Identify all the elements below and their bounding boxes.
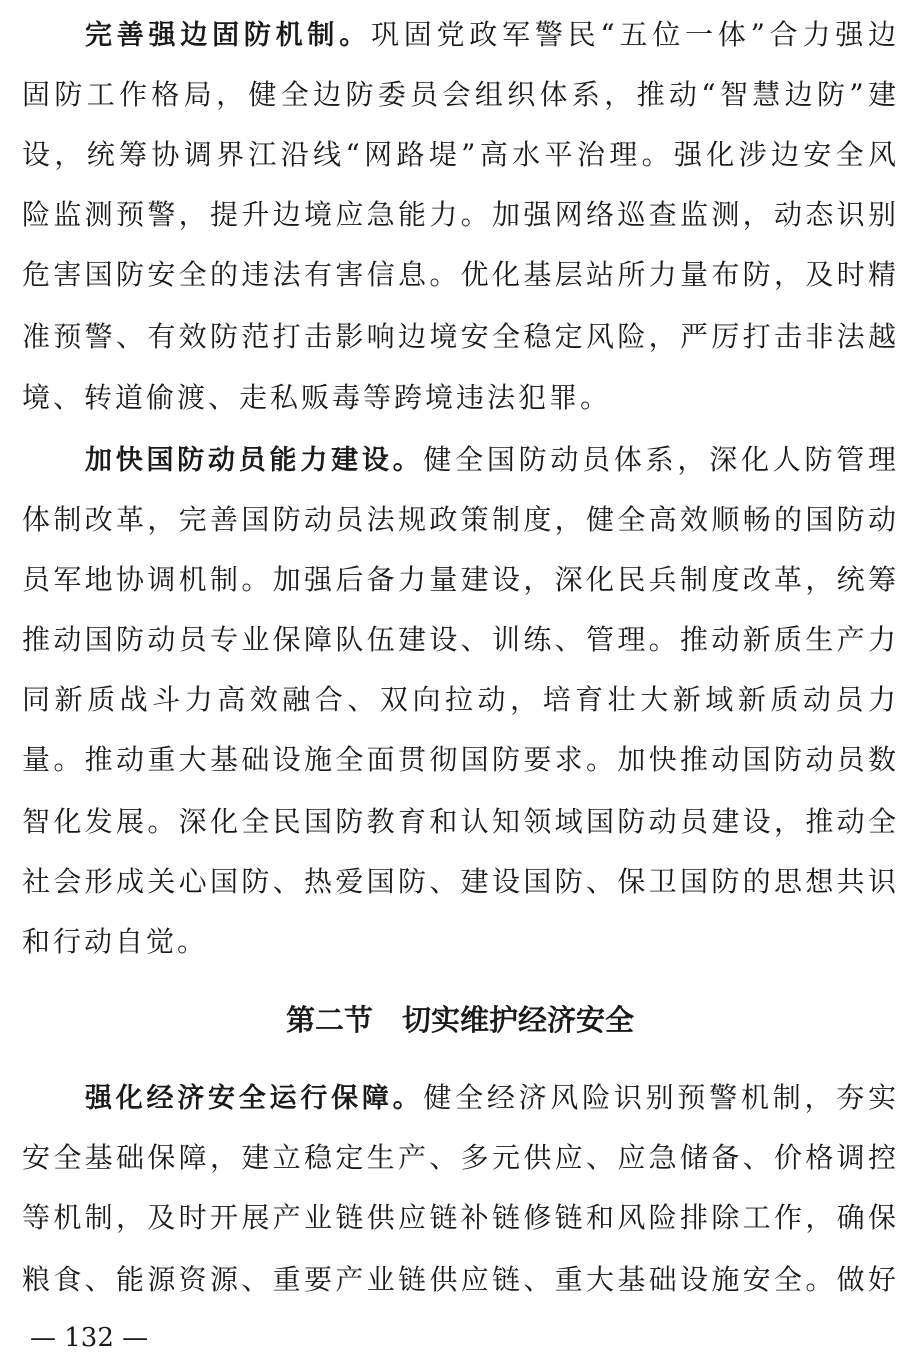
paragraph-line: 准预警、有效防范打击影响边境安全稳定风险，严厉打击非法越 xyxy=(22,320,896,353)
page-number: — 132 — xyxy=(30,1323,149,1353)
paragraph-line: 量。推动重大基础设施全面贯彻国防要求。加快推动国防动员数 xyxy=(22,743,896,776)
paragraph-line: 和行动自觉。 xyxy=(22,925,209,958)
paragraph-line: 社会形成关心国防、热爱国防、建设国防、保卫国防的思想共识 xyxy=(22,865,896,898)
paragraph-line: 设，统筹协调界江沿线“网路堤”高水平治理。强化涉边安全风 xyxy=(22,138,896,171)
paragraph-line xyxy=(85,15,896,55)
paragraph-lead: 强化经济安全运行保障。 xyxy=(85,1083,424,1114)
paragraph-line: 推动国防动员专业保障队伍建设、训练、管理。推动新质生产力 xyxy=(22,623,896,656)
paragraph-line: 粮食、能源资源、重要产业链供应链、重大基础设施安全。做好 xyxy=(22,1263,896,1296)
paragraph-line: 智化发展。深化全民国防教育和认知领域国防动员建设，推动全 xyxy=(22,805,896,838)
paragraph-line: 同新质战斗力高效融合、双向拉动，培育壮大新域新质动员力 xyxy=(22,683,896,716)
line-text: 巩固党政军警民“五位一体”合力强边 xyxy=(370,18,897,51)
line-text: 健全国防动员体系，深化人防管理 xyxy=(423,443,896,476)
paragraph-line xyxy=(85,440,896,480)
paragraph-line xyxy=(85,1078,896,1118)
paragraph-line: 险监测预警，提升边境应急能力。加强网络巡查监测，动态识别 xyxy=(22,198,896,231)
line-text: 健全经济风险识别预警机制，夯实 xyxy=(423,1081,896,1114)
section-heading: 第二节 切实维护经济安全 xyxy=(285,1003,634,1037)
paragraph-line: 境、转道偷渡、走私贩毒等跨境违法犯罪。 xyxy=(22,381,612,414)
paragraph-line: 等机制，及时开展产业链供应链补链修链和风险排除工作，确保 xyxy=(22,1201,896,1234)
paragraph-line: 员军地协调机制。加强后备力量建设，深化民兵制度改革，统筹 xyxy=(22,563,896,596)
paragraph-line: 固防工作格局，健全边防委员会组织体系，推动“智慧边防”建 xyxy=(22,78,896,111)
paragraph-lead: 加快国防动员能力建设。 xyxy=(85,445,424,476)
paragraph-line: 安全基础保障，建立稳定生产、多元供应、应急储备、价格调控 xyxy=(22,1141,896,1174)
paragraph-lead: 完善强边固防机制。 xyxy=(85,20,371,51)
paragraph-line: 危害国防安全的违法有害信息。优化基层站所力量布防，及时精 xyxy=(22,258,896,291)
paragraph-line: 体制改革，完善国防动员法规政策制度，健全高效顺畅的国防动 xyxy=(22,503,896,536)
